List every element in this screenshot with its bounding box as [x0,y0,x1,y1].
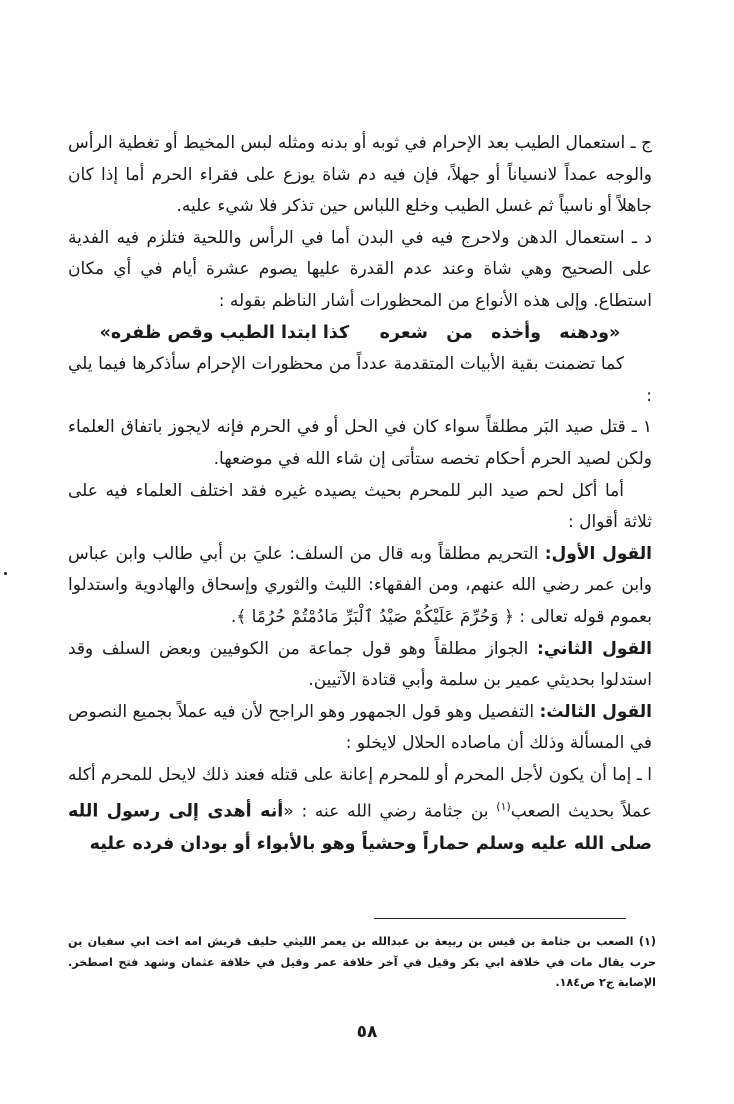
paragraph-hunting: ١ ـ قتل صيد البَر مطلقاً سواء كان في الحل أو في الحرم فإنه لايجوز باتفاق العلماء ولكن لصيد الحرم أحكام تخصه ستأتى إن شاء الله في موضعها. [68,417,652,469]
case-a-continuation: بن جثامة رضي الله عنه : « [283,802,497,823]
paragraph-third-opinion [68,697,652,760]
paragraph-second-opinion [68,634,652,697]
footnote-ref[interactable]: (١) [496,800,511,814]
page-number: ٥٨ [356,1022,378,1042]
paragraph-oil: د ـ استعمال الدهن ولاحرج فيه في البدن أما في الرأس واللحية فتلزم فيه الفدية على الصحيح وهي شاة وعند عدم القدرة عليها يصوم عشرة أيام في أي مكان استطاع. وإلى هذه الأنواع من المحظورات أشار الناظم بقوله : [68,227,652,311]
third-opinion-text: التفصيل وهو قول الجمهور وهو الراجح لأن فيه عملاً بجميع النصوص في المسألة وذلك أن ماصاده الحلال لايخلو : [68,701,652,754]
third-opinion-label: القول الثالث: [539,701,652,722]
first-opinion-label: القول الأول: [544,543,652,564]
paragraph-eating: أما أكل لحم صيد البر للمحرم بحيث يصيده غيره فقد اختلف العلماء فيه على ثلاثة أقوال : [68,480,652,533]
paragraph-case-a [68,760,652,860]
paragraph-intro: كما تضمنت بقية الأبيات المتقدمة عدداً من محظورات الإحرام سأذكرها فيما يلي : [68,354,652,406]
second-opinion-text: الجواز مطلقاً وهو قول جماعة من الكوفيين وبعض السلف وقد استدلوا بحديثي عمير بن سلمة وأبي قتادة الآتيين. [68,638,652,691]
poem-verse: «ودهنه وأخذه من شعره كذا ابتدا الطيب وقص ظفره» [99,322,621,343]
footnote-divider [374,918,626,919]
case-a-text: ا ـ إما أن يكون لأجل المحرم أو للمحرم إعانة على قتله فعند ذلك لايحل للمحرم أكله عملاً بحديث الصعب [68,764,653,823]
hadith-quote: أنه أهدى إلى رسول الله صلى الله عليه وسلم حماراً وحشياً وهو بالأبواء أو بودان فرده عليه [68,802,652,854]
margin-mark [4,572,7,575]
footnote [68,932,656,994]
paragraph-first-opinion [68,539,652,634]
paragraph-perfume: ج ـ استعمال الطيب بعد الإحرام في ثوبه أو بدنه ومثله لبس المخيط أو تغطية الرأس والوجه عمداً لانسياناً أو جهلاً، فإن فيه دم شاة يوزع على فقراء الحرم أما إذا كان جاهلاً أو ناسياً ثم غسل الطيب وخلع اللباس حين تذكر فلا شيء عليه. [68,133,652,217]
first-opinion-text: التحريم مطلقاً وبه قال من السلف: عليَ بن أبي طالب وابن عباس وابن عمر رضي الله عنهم، ومن الفقهاء: الليث والثوري وإسحاق والهادوية واستدلوا بعموم قوله تعالى : ﴿ وَحُرِّمَ عَلَيْكُمْ صَيْدُ ٱلْبَرِّ مَادُمْتُمْ حُرُمًا ﴾. [68,543,652,627]
second-opinion-label: القول الثاني: [537,638,652,659]
body-text [68,128,652,860]
footnote-text: (١) الصعب بن جثامة بن قيس بن ربيعة بن عبدالله بن يعمر الليثي حليف قريش امه اخت ابي سفيان بن حرب يقال مات في خلافة ابي بكر وقيل في آخر خلافة عمر وقيل في خلافة عثمان وشهد فتح اصطخر. الإصابة ج٢ ص١٨٤. [68,935,656,989]
